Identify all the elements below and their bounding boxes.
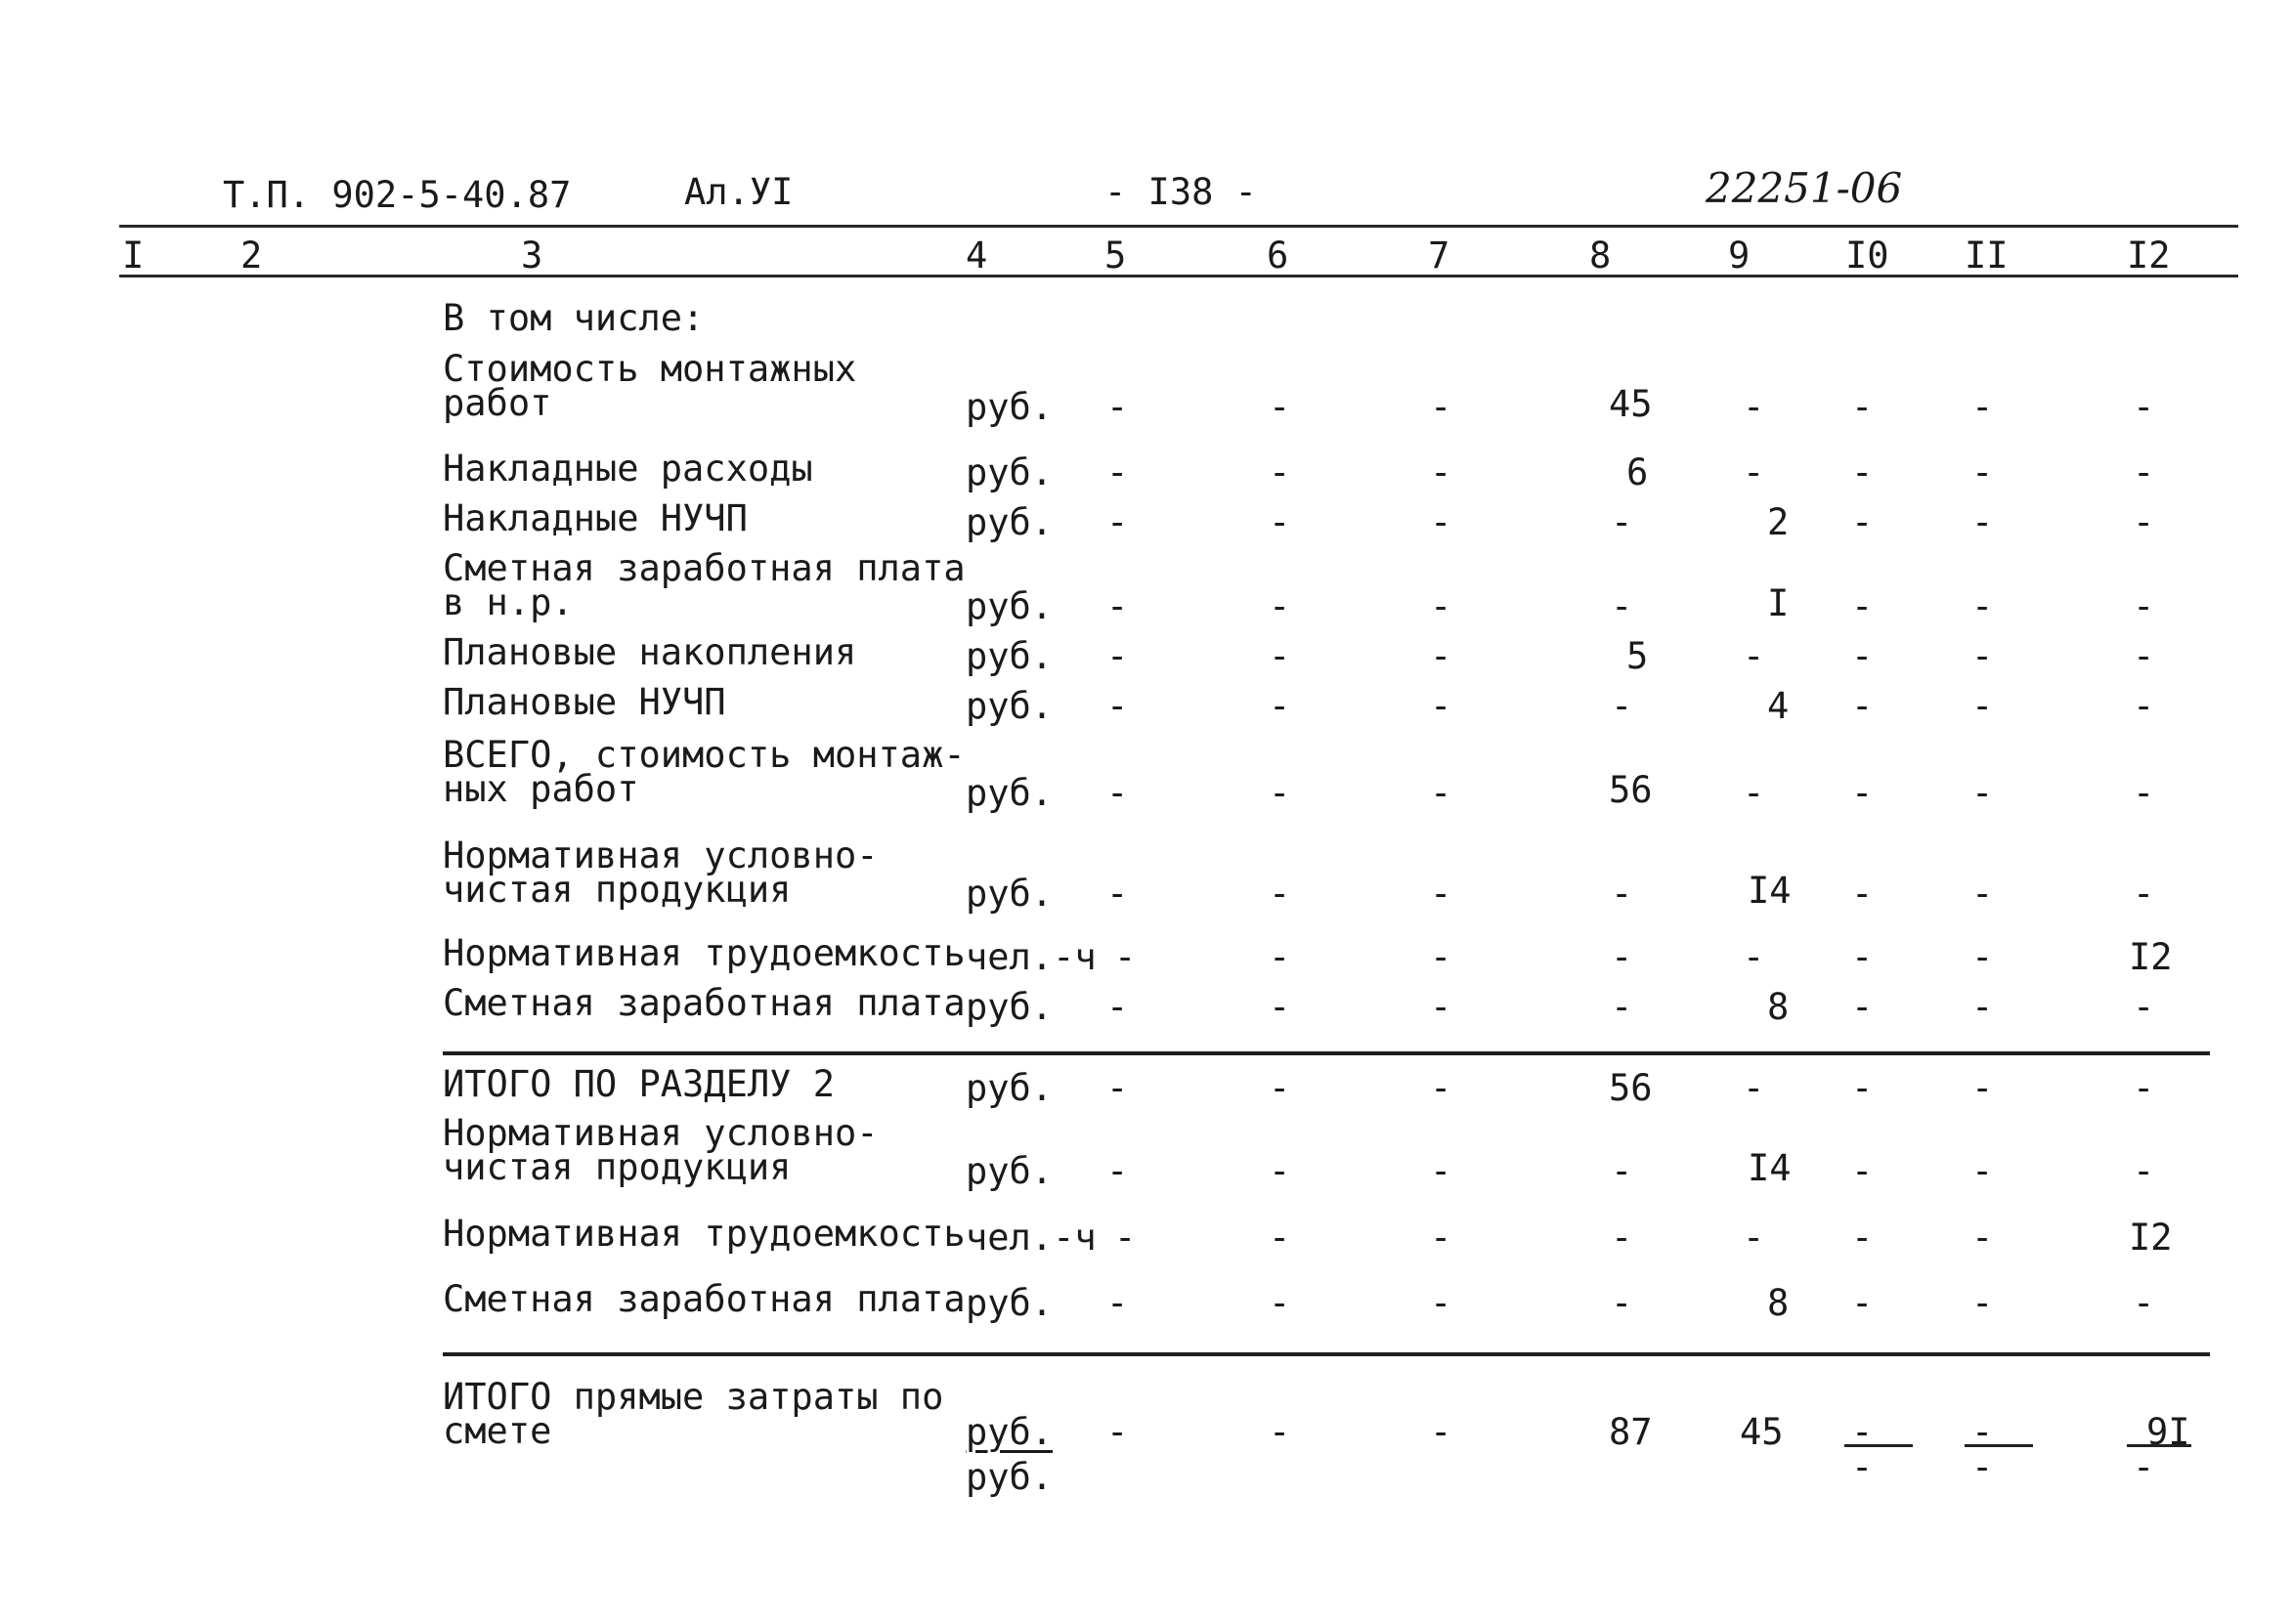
column-number-12: I2 <box>2127 235 2171 277</box>
section-separator <box>443 1051 2210 1055</box>
cell-col8: 56 <box>1609 1067 1653 1109</box>
column-number-3: 3 <box>521 235 543 277</box>
cell-col9: 8 <box>1767 1282 1790 1324</box>
cell-col10: - <box>1851 986 1874 1028</box>
cell-col5: - <box>1106 1067 1129 1109</box>
column-number-8: 8 <box>1589 235 1612 277</box>
cell-col5: - <box>1114 936 1137 978</box>
cell-col8: 5 <box>1626 635 1649 677</box>
cell-col8: - <box>1611 873 1633 915</box>
cell-col5: - <box>1106 501 1129 543</box>
cell-col12: - <box>2133 635 2155 677</box>
cell-col10: - <box>1851 386 1874 428</box>
row-unit: руб. <box>966 1067 1054 1109</box>
row-unit: руб. <box>966 1150 1054 1192</box>
column-number-9: 9 <box>1728 235 1751 277</box>
cell-col9: I <box>1767 582 1790 624</box>
cell-col6: - <box>1269 1282 1291 1324</box>
row-unit: руб. <box>966 873 1054 915</box>
cell-col7: - <box>1430 936 1452 978</box>
cell-col10: - <box>1851 873 1874 915</box>
row-name: ИТОГО ПО РАЗДЕЛУ 2 <box>443 1063 835 1105</box>
cell-col9: I4 <box>1748 870 1792 912</box>
cell-col5: - <box>1106 685 1129 727</box>
cell-col10: - <box>1851 1150 1874 1192</box>
cell-col6: - <box>1269 1067 1291 1109</box>
cell-col7: - <box>1430 873 1452 915</box>
cell-col6: - <box>1269 1411 1291 1453</box>
cell-col5: - <box>1106 1150 1129 1192</box>
cell-col7: - <box>1430 685 1452 727</box>
cell-col10: - <box>1851 635 1874 677</box>
cell-col9: I4 <box>1748 1147 1792 1189</box>
row-name: Плановые НУЧП <box>443 681 726 723</box>
column-header-rule <box>119 275 2238 278</box>
row-unit-2: руб. <box>966 1456 1054 1498</box>
cell-col12: - <box>2133 386 2155 428</box>
cell-col11: - <box>1971 1067 1994 1109</box>
cell-col9: 8 <box>1767 986 1790 1028</box>
cell-col11: - <box>1971 936 1994 978</box>
cell-col12: - <box>2133 1067 2155 1109</box>
column-number-7: 7 <box>1428 235 1450 277</box>
cell-col12: I2 <box>2129 1217 2173 1259</box>
cell-col11: - <box>1971 772 1994 814</box>
row-name: Нормативная трудоемкость <box>443 932 966 974</box>
cell-col9: - <box>1743 451 1765 493</box>
cell-col8: - <box>1611 585 1633 627</box>
cell-col6: - <box>1269 986 1291 1028</box>
row-unit: руб. <box>966 501 1054 543</box>
cell-col11: - <box>1971 986 1994 1028</box>
cell-col8: 6 <box>1626 451 1649 493</box>
cell-col6: - <box>1269 1150 1291 1192</box>
cell-col10: - <box>1851 1217 1874 1259</box>
column-number-4: 4 <box>966 235 988 277</box>
cell-col6: - <box>1269 585 1291 627</box>
cell-col5: - <box>1106 772 1129 814</box>
cell-col6: - <box>1269 501 1291 543</box>
cell-col8: - <box>1611 1282 1633 1324</box>
cell-col5: - <box>1106 451 1129 493</box>
cell-col7: - <box>1430 585 1452 627</box>
cell-col9: 45 <box>1740 1411 1784 1453</box>
cell-col10: - <box>1851 1282 1874 1324</box>
cell-col5: - <box>1106 585 1129 627</box>
cell-col12-denominator: - <box>2133 1446 2155 1488</box>
row-name: Сметная заработная плата <box>443 1278 966 1320</box>
cell-col6: - <box>1269 1217 1291 1259</box>
cell-col12: - <box>2133 772 2155 814</box>
row-name: Нормативная условно- чистая продукция <box>443 1112 879 1188</box>
cell-col12: - <box>2133 986 2155 1028</box>
cell-col10: - <box>1851 585 1874 627</box>
cell-col10: - <box>1851 1411 1874 1453</box>
cell-col12: - <box>2133 451 2155 493</box>
cell-col11: - <box>1971 501 1994 543</box>
cell-col7: - <box>1430 1067 1452 1109</box>
doc-code: Т.П. 902-5-40.87 <box>223 174 572 216</box>
row-unit: чел.-ч <box>966 936 1097 978</box>
cell-col8: - <box>1611 501 1633 543</box>
column-number-11: II <box>1965 235 2009 277</box>
cell-col12: - <box>2133 585 2155 627</box>
cell-col5: - <box>1106 1411 1129 1453</box>
cell-col11: - <box>1971 1411 1994 1453</box>
cell-col11: - <box>1971 635 1994 677</box>
cell-col11-denominator: - <box>1971 1446 1994 1488</box>
cell-col5: - <box>1114 1217 1137 1259</box>
cell-col12: - <box>2133 1150 2155 1192</box>
cell-col11: - <box>1971 873 1994 915</box>
cell-col11: - <box>1971 1282 1994 1324</box>
cell-col10: - <box>1851 501 1874 543</box>
cell-col6: - <box>1269 386 1291 428</box>
row-name: Плановые накопления <box>443 631 857 673</box>
row-name: Нормативная трудоемкость <box>443 1213 966 1255</box>
cell-col7: - <box>1430 501 1452 543</box>
cell-col8: - <box>1611 986 1633 1028</box>
cell-col9: - <box>1743 1217 1765 1259</box>
row-name: Накладные расходы <box>443 448 813 490</box>
table-top-rule <box>119 225 2238 228</box>
column-number-1: I <box>122 235 145 277</box>
cell-col6: - <box>1269 772 1291 814</box>
cell-col7: - <box>1430 986 1452 1028</box>
column-number-10: I0 <box>1845 235 1889 277</box>
cell-col7: - <box>1430 1217 1452 1259</box>
cell-col6: - <box>1269 451 1291 493</box>
section-separator <box>443 1352 2210 1356</box>
cell-col9: - <box>1743 772 1765 814</box>
cell-col12: - <box>2133 1282 2155 1324</box>
cell-col10: - <box>1851 451 1874 493</box>
cell-col6: - <box>1269 635 1291 677</box>
cell-col10: - <box>1851 936 1874 978</box>
cell-col9: - <box>1743 635 1765 677</box>
cell-col10-denominator: - <box>1851 1446 1874 1488</box>
cell-col5: - <box>1106 635 1129 677</box>
cell-col5: - <box>1106 386 1129 428</box>
cell-col7: - <box>1430 1411 1452 1453</box>
album-label: Ал.УI <box>684 171 794 213</box>
row-name: ВСЕГО, стоимость монтаж- ных работ <box>443 734 966 810</box>
row-name: Стоимость монтажных работ <box>443 348 857 424</box>
row-name: В том числе: <box>443 297 705 339</box>
cell-col8: - <box>1611 685 1633 727</box>
cell-col12: - <box>2133 873 2155 915</box>
cell-col12: 9I <box>2146 1411 2190 1453</box>
cell-col12: I2 <box>2129 936 2173 978</box>
cell-col11: - <box>1971 1217 1994 1259</box>
cell-col6: - <box>1269 873 1291 915</box>
cell-col9: 4 <box>1767 685 1790 727</box>
cell-col11: - <box>1971 685 1994 727</box>
cell-col5: - <box>1106 873 1129 915</box>
cell-col10: - <box>1851 1067 1874 1109</box>
cell-col9: 2 <box>1767 501 1790 543</box>
cell-col7: - <box>1430 1150 1452 1192</box>
cell-col11: - <box>1971 1150 1994 1192</box>
cell-col7: - <box>1430 386 1452 428</box>
cell-col12: - <box>2133 501 2155 543</box>
cell-col8: 56 <box>1609 769 1653 811</box>
cell-col10: - <box>1851 685 1874 727</box>
cell-col8: - <box>1611 936 1633 978</box>
row-unit: чел.-ч <box>966 1217 1097 1259</box>
cell-col8: 45 <box>1609 383 1653 425</box>
cell-col5: - <box>1106 986 1129 1028</box>
row-unit: руб. <box>966 635 1054 677</box>
row-unit: руб. <box>966 451 1054 493</box>
row-name: Сметная заработная плата в н.р. <box>443 547 966 623</box>
row-unit: руб. <box>966 386 1054 428</box>
cell-col6: - <box>1269 936 1291 978</box>
column-number-6: 6 <box>1267 235 1289 277</box>
row-name: Накладные НУЧП <box>443 497 748 539</box>
row-unit: руб. <box>966 1411 1054 1453</box>
cell-col5: - <box>1106 1282 1129 1324</box>
inventory-number: 22251-06 <box>1706 164 1903 212</box>
cell-col11: - <box>1971 585 1994 627</box>
cell-col11: - <box>1971 386 1994 428</box>
cell-col10: - <box>1851 772 1874 814</box>
cell-col7: - <box>1430 1282 1452 1324</box>
row-unit: руб. <box>966 1282 1054 1324</box>
column-number-2: 2 <box>240 235 263 277</box>
cell-col9: - <box>1743 386 1765 428</box>
row-name: Сметная заработная плата <box>443 982 966 1024</box>
row-name: Нормативная условно- чистая продукция <box>443 834 879 911</box>
cell-col8: - <box>1611 1217 1633 1259</box>
cell-col6: - <box>1269 685 1291 727</box>
cell-col9: - <box>1743 936 1765 978</box>
row-unit: руб. <box>966 772 1054 814</box>
row-unit: руб. <box>966 685 1054 727</box>
cell-col8: 87 <box>1609 1411 1653 1453</box>
cell-col7: - <box>1430 772 1452 814</box>
cell-col9: - <box>1743 1067 1765 1109</box>
row-unit: руб. <box>966 986 1054 1028</box>
column-number-5: 5 <box>1104 235 1127 277</box>
cell-col12: - <box>2133 685 2155 727</box>
cell-col11: - <box>1971 451 1994 493</box>
cell-col7: - <box>1430 451 1452 493</box>
cell-col7: - <box>1430 635 1452 677</box>
row-unit: руб. <box>966 585 1054 627</box>
page-number: - I38 - <box>1104 171 1257 213</box>
row-name: ИТОГО прямые затраты по смете <box>443 1376 944 1452</box>
cell-col8: - <box>1611 1150 1633 1192</box>
